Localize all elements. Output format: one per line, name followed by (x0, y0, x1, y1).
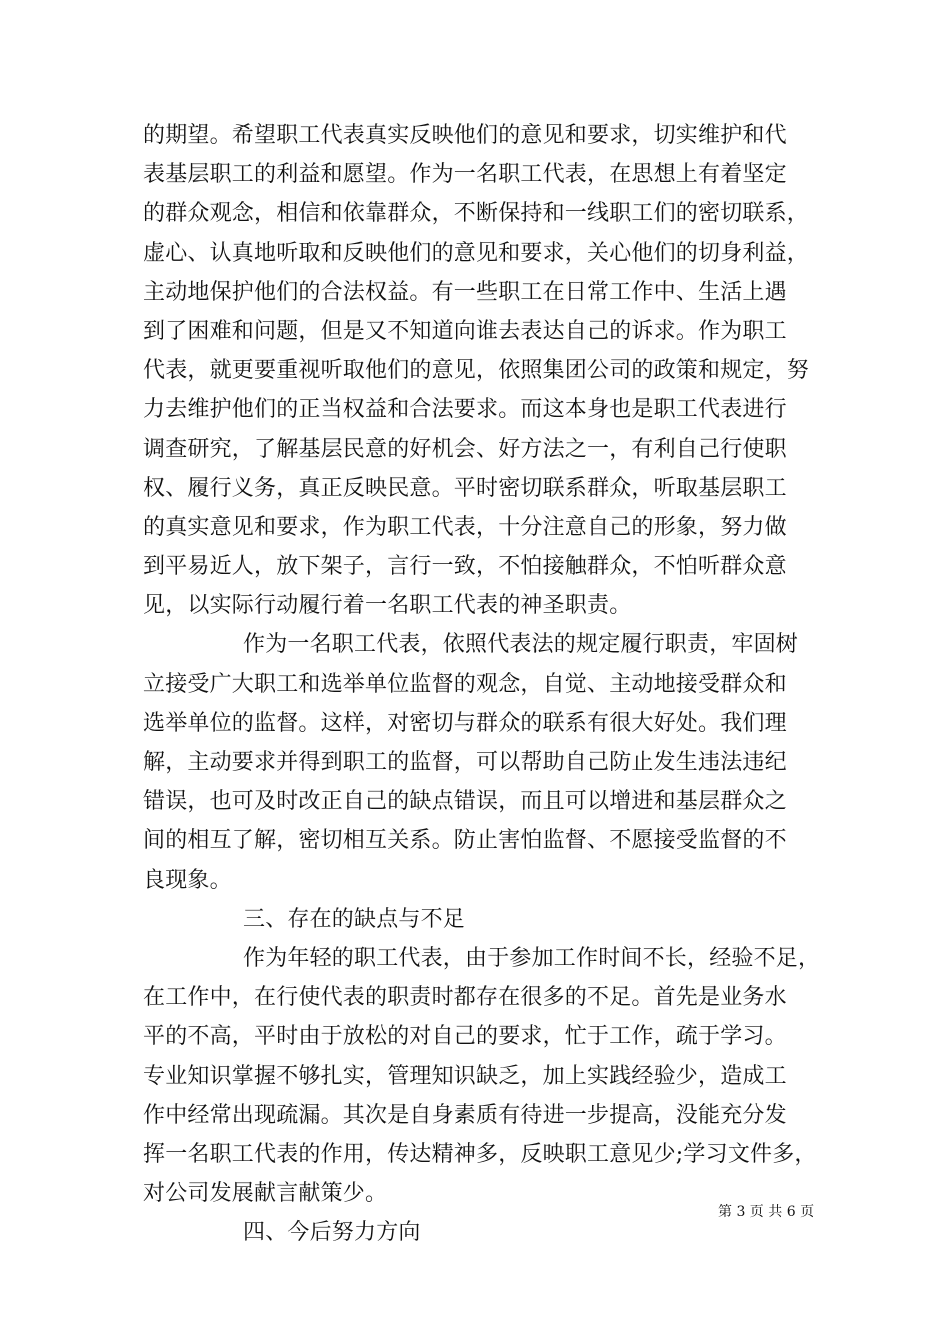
text-line: 间的相互了解，密切相互关系。防止害怕监督、不愿接受监督的不 (143, 828, 787, 854)
section-heading: 三、存在的缺点与不足 (243, 906, 466, 932)
text-line: 平的不高，平时由于放松的对自己的要求，忙于工作，疏于学习。 (143, 1024, 787, 1050)
text-line: 挥一名职工代表的作用，传达精神多，反映职工意见少;学习文件多， (143, 1141, 817, 1167)
text-line: 调查研究，了解基层民意的好机会、好方法之一，有利自己行使职 (143, 436, 787, 462)
text-line: 权、履行义务，真正反映民意。平时密切联系群众，听取基层职工 (143, 475, 787, 501)
text-line: 到了困难和问题，但是又不知道向谁去表达自己的诉求。作为职工 (143, 318, 787, 344)
text-line: 立接受广大职工和选举单位监督的观念，自觉、主动地接受群众和 (143, 671, 787, 697)
text-line: 力去维护他们的正当权益和合法要求。而这本身也是职工代表进行 (143, 397, 787, 423)
section-heading: 四、今后努力方向 (243, 1220, 421, 1246)
text-line: 在工作中，在行使代表的职责时都存在很多的不足。首先是业务水 (143, 985, 787, 1011)
text-line: 代表，就更要重视听取他们的意见，依照集团公司的政策和规定，努 (143, 358, 810, 384)
paragraph-start-line: 作为年轻的职工代表，由于参加工作时间不长，经验不足， (243, 945, 821, 971)
page-number-footer: 第 3 页 共 6 页 (718, 1204, 815, 1220)
text-line: 的群众观念，相信和依靠群众，不断保持和一线职工们的密切联系， (143, 201, 810, 227)
text-line: 选举单位的监督。这样，对密切与群众的联系有很大好处。我们理 (143, 710, 787, 736)
text-line: 的期望。希望职工代表真实反映他们的意见和要求，切实维护和代 (143, 123, 787, 148)
text-line: 虚心、认真地听取和反映他们的意见和要求，关心他们的切身利益， (143, 240, 810, 266)
text-line: 对公司发展献言献策少。 (143, 1181, 388, 1207)
document-body (143, 116, 823, 1252)
text-line: 作中经常出现疏漏。其次是自身素质有待进一步提高，没能充分发 (143, 1102, 787, 1128)
text-line: 错误，也可及时改正自己的缺点错误，而且可以增进和基层群众之 (143, 789, 787, 815)
text-line: 良现象。 (143, 867, 232, 893)
text-line: 专业知识掌握不够扎实，管理知识缺乏，加上实践经验少，造成工 (143, 1063, 787, 1089)
text-line: 见，以实际行动履行着一名职工代表的神圣职责。 (143, 593, 632, 619)
text-line: 解，主动要求并得到职工的监督，可以帮助自己防止发生违法违纪 (143, 750, 787, 775)
paragraph-start-line: 作为一名职工代表，依照代表法的规定履行职责，牢固树 (243, 632, 799, 658)
text-line: 表基层职工的利益和愿望。作为一名职工代表，在思想上有着坚定 (143, 162, 787, 188)
text-line: 的真实意见和要求，作为职工代表，十分注意自己的形象，努力做 (143, 514, 787, 540)
text-line: 到平易近人，放下架子，言行一致，不怕接触群众，不怕听群众意 (143, 554, 787, 580)
text-line: 主动地保护他们的合法权益。有一些职工在日常工作中、生活上遇 (143, 279, 787, 305)
